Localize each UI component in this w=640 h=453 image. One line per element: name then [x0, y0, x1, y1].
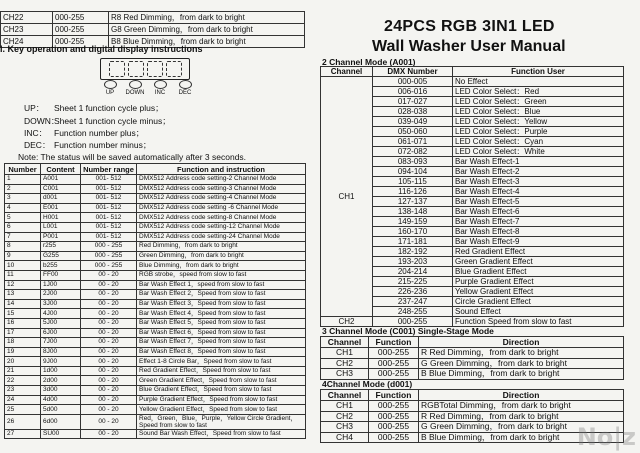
table-row: 116-126 Bar Wash Effect-4: [321, 187, 624, 197]
table-row: CH4 000-255 B Blue Dimming，from dark to bright: [321, 432, 624, 443]
table-row: 171-181 Bar Wash Effect-9: [321, 237, 624, 247]
function-table: [4, 163, 306, 439]
table-row: 17 6J00 00 - 20 Bar Wash Effect 6，Speed from slow to fast: [5, 328, 306, 338]
table-row: 050-060 LED Color Select：Purple: [321, 127, 624, 137]
table-row: 1 A001 001- 512 DMX512 Address code setting-2 Channel Mode: [5, 175, 306, 185]
table-row: 061-071 LED Color Select：Cyan: [321, 137, 624, 147]
table-row: 5 H001 001- 512 DMX512 Address code setting-8 Channel Mode: [5, 213, 306, 223]
table-row: CH24 000-255 B8 Blue Dimming，from dark to bright: [1, 36, 305, 48]
function-line-down: DOWN：Sheet 1 function cycle minus；: [24, 116, 171, 126]
key-circle-icon: [104, 80, 117, 89]
table-row: 14 3J00 00 - 20 Bar Wash Effect 3，Speed from slow to fast: [5, 299, 306, 309]
function-table-header: Number Content Number range Function and instruction: [5, 164, 306, 175]
two-channel-table: [320, 66, 624, 327]
table-row: CH2 000-255 Function Speed from slow to fast: [321, 317, 624, 327]
manual-subtitle: Wall Washer User Manual: [372, 38, 566, 55]
table-row: 226-236 Yellow Gradient Effect: [321, 287, 624, 297]
table-row: 138-148 Bar Wash Effect-6: [321, 207, 624, 217]
table-row: 149-159 Bar Wash Effect-7: [321, 217, 624, 227]
table-row: 8 r255 000 - 255 Red Dimming，from dark to bright: [5, 242, 306, 252]
table-row: 017-027 LED Color Select：Green: [321, 97, 624, 107]
table-row: 248-255 Sound Effect: [321, 307, 624, 317]
key-operation-heading: I. Key operation and digital display instructions: [0, 44, 203, 54]
table-row: 127-137 Bar Wash Effect-5: [321, 197, 624, 207]
table-row: 19 8J00 00 - 20 Bar Wash Effect 8，Speed from slow to fast: [5, 347, 306, 357]
table-row: 072-082 LED Color Select：White: [321, 147, 624, 157]
watermark-logo: No|z: [576, 423, 636, 451]
table-row: 094-104 Bar Wash Effect-2: [321, 167, 624, 177]
table-row: 028-038 LED Color Select：Blue: [321, 107, 624, 117]
table-row: 12 1J00 00 - 20 Bar Wash Effect 1，speed from slow to fast: [5, 280, 306, 290]
two-channel-heading: 2 Channel Mode (A001): [322, 57, 416, 67]
display-keys: [100, 80, 200, 96]
table-row: 16 5J00 00 - 20 Bar Wash Effect 5，Speed from slow to fast: [5, 318, 306, 328]
function-line-inc: INC： Function number plus；: [24, 128, 145, 138]
table-row: 182-192 Red Gradient Effect: [321, 247, 624, 257]
display-digit: [147, 61, 163, 77]
save-note: Note: The status will be saved automatically after 3 seconds.: [18, 152, 247, 162]
table-row: CH2 000-255 G Green Dimming，from dark to bright: [321, 358, 624, 369]
table-row: CH3 000-255 G Green Dimming，from dark to bright: [321, 422, 624, 433]
key-circle-icon: [179, 80, 192, 89]
table-row: 21 1d00 00 - 20 Red Gradient Effect，Speed from slow to fast: [5, 366, 306, 376]
table-row: 20 9J00 00 - 20 Effect 1-8 Circle Bar，Speed from slow to fast: [5, 357, 306, 367]
three-channel-header: Channel Function Direction: [321, 337, 624, 348]
four-channel-header: Channel Function Direction: [321, 390, 624, 401]
key-circle-icon: [129, 80, 142, 89]
display-digit: [166, 61, 182, 77]
table-row: 7 P001 001- 512 DMX512 Address code setting-24 Channel Mode: [5, 232, 306, 242]
table-row: 215-225 Purple Gradient Effect: [321, 277, 624, 287]
table-row: 27 SU00 00 - 20 Sound Bar Wash Effect，Speed from slow to fast: [5, 429, 306, 439]
table-row: CH2 000-255 R Red Dimming，from dark to bright: [321, 411, 624, 422]
top-channel-table: [0, 11, 305, 48]
two-channel-header: Channel DMX Number Function User: [321, 67, 624, 77]
table-row: 10 b255 000 - 255 Blue Dimming，from dark to bright: [5, 261, 306, 271]
table-row: 083-093 Bar Wash Effect-1: [321, 157, 624, 167]
table-row: 3 d001 001- 512 DMX512 Address code setting-4 Channel Mode: [5, 194, 306, 204]
key-up: UP: [100, 80, 120, 96]
table-row: 105-115 Bar Wash Effect-3: [321, 177, 624, 187]
table-row: 2 C001 001- 512 DMX512 Address code setting-3 Channel Mode: [5, 184, 306, 194]
table-row: 039-049 LED Color Select：Yellow: [321, 117, 624, 127]
three-channel-heading: 3 Channel Mode (C001) Single-Stage Mode: [322, 326, 494, 336]
table-row: CH1 000-255 R Red Dimming，from dark to bright: [321, 348, 624, 359]
table-row: 24 4d00 00 - 20 Purple Gradient Effect，Speed from slow to fast: [5, 395, 306, 405]
key-dec: DEC: [175, 80, 195, 96]
table-row: 11 FF00 00 - 20 RGB strobe，speed from slow to fast: [5, 270, 306, 280]
table-row: CH1 000-255 RGBTotal Dimming，from dark to bright: [321, 401, 624, 412]
table-row: 23 3d00 00 - 20 Blue Gradient Effect，Speed from slow to fast: [5, 386, 306, 396]
table-row: 25 5d00 00 - 20 Yellow Gradient Effect，Speed from slow to fast: [5, 405, 306, 415]
table-row: 26 6d00 00 - 20 Red，Green，Blue，Purple，Yellow Circle Gradient，Speed from slow to fast: [5, 414, 306, 429]
display-digit: [109, 61, 125, 77]
table-row: CH1 000-005 No Effect: [321, 77, 624, 87]
three-channel-table: [320, 336, 624, 380]
table-row: 006-016 LED Color Select：Red: [321, 87, 624, 97]
digital-display: [100, 58, 190, 80]
table-row: 18 7J00 00 - 20 Bar Wash Effect 7，Speed from slow to fast: [5, 338, 306, 348]
table-row: 22 2d00 00 - 20 Green Gradient Effect，Speed from slow to fast: [5, 376, 306, 386]
function-line-dec: DEC： Function number minus；: [24, 140, 152, 150]
manual-title: 24PCS RGB 3IN1 LED: [384, 18, 555, 35]
table-row: 160-170 Bar Wash Effect-8: [321, 227, 624, 237]
table-row: 4 E001 001- 512 DMX512 Address code setting -6 Channel Mode: [5, 203, 306, 213]
table-row: 6 L001 001- 512 DMX512 Address code setting-12 Channel Mode: [5, 222, 306, 232]
table-row: 9 G255 000 - 255 Green Dimming，from dark to bright: [5, 251, 306, 261]
key-inc: INC: [150, 80, 170, 96]
key-circle-icon: [154, 80, 167, 89]
display-digit: [128, 61, 144, 77]
table-row: CH3 000-255 B Blue Dimming，from dark to bright: [321, 369, 624, 380]
table-row: 13 2J00 00 - 20 Bar Wash Effect 2，Speed from slow to fast: [5, 290, 306, 300]
table-row: 204-214 Blue Gradient Effect: [321, 267, 624, 277]
table-row: CH22 000-255 R8 Red Dimming，from dark to bright: [1, 12, 305, 24]
four-channel-heading: 4Channel Mode (d001): [322, 379, 413, 389]
table-row: CH23 000-255 G8 Green Dimming，from dark to bright: [1, 24, 305, 36]
table-row: 15 4J00 00 - 20 Bar Wash Effect 4，Speed from slow to fast: [5, 309, 306, 319]
table-row: 237-247 Circle Gradient Effect: [321, 297, 624, 307]
key-down: DOWN: [125, 80, 145, 96]
function-line-up: UP： Sheet 1 function cycle plus；: [24, 103, 164, 113]
table-row: 193-203 Green Gradient Effect: [321, 257, 624, 267]
